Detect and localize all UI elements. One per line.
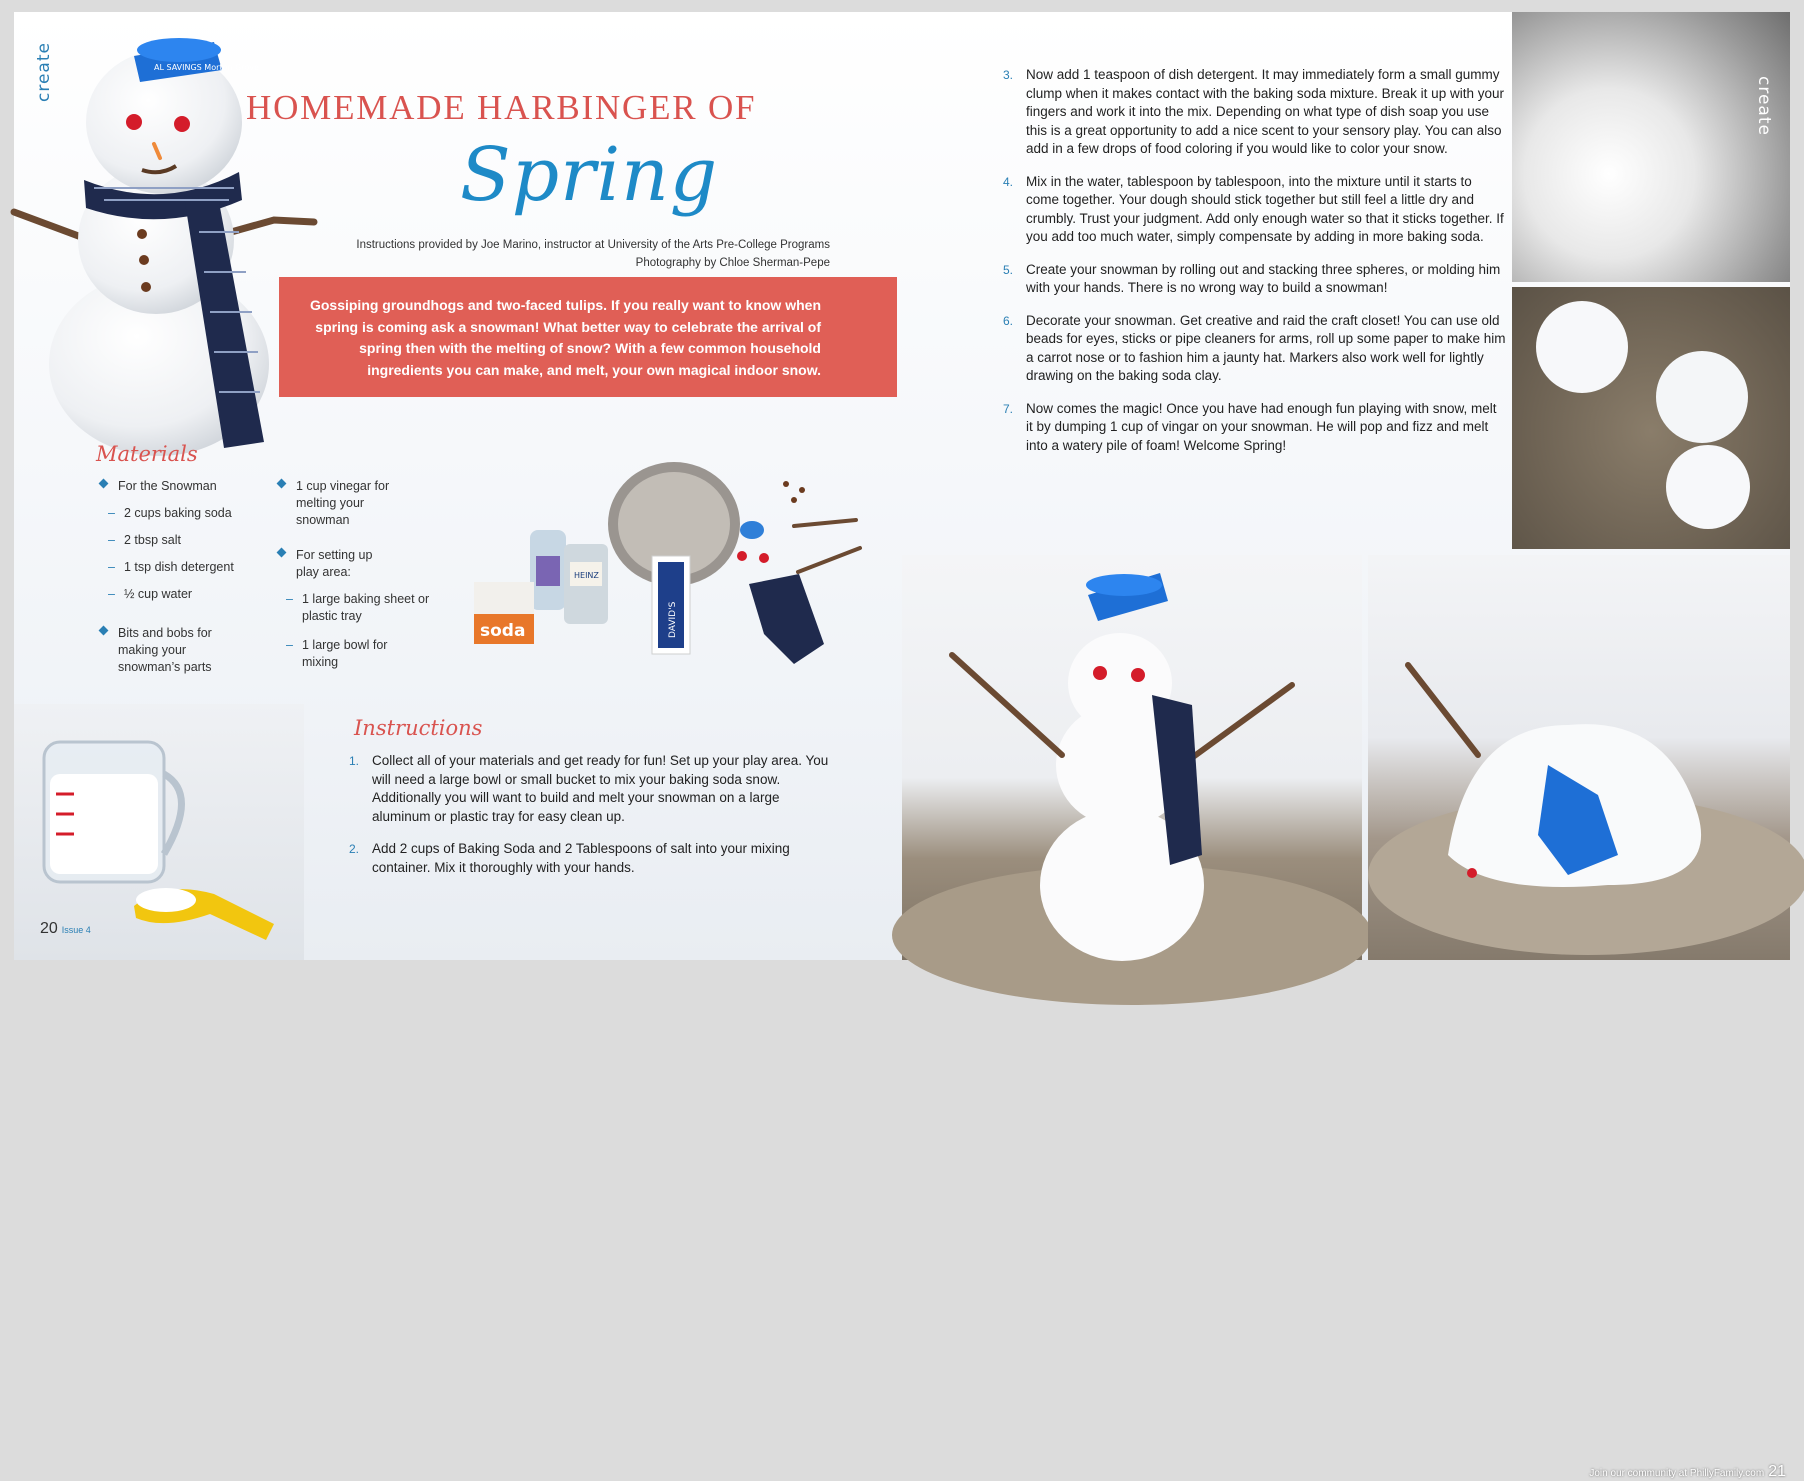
right-page xyxy=(902,12,1790,1480)
community-tagline: Join our community at PhillyFamily.com xyxy=(1589,1468,1765,1479)
diamond-bullet-icon xyxy=(99,479,109,489)
page-number: 21 xyxy=(1768,1463,1786,1480)
page-number: 20 xyxy=(40,920,58,937)
photography-credit: Photography by Chloe Sherman-Pepe xyxy=(635,257,830,269)
section-tab-create: create xyxy=(1754,76,1774,136)
magazine-spread xyxy=(14,12,1790,1480)
dash-icon: – xyxy=(108,533,115,547)
diamond-bullet-icon xyxy=(277,479,287,489)
dash-icon: – xyxy=(108,506,115,520)
instruction-step: 5. Create your snowman by rolling out and stacking three spheres, or molding him with your hands. There is no wrong way to build a snowman! xyxy=(1003,261,1501,295)
step-number: 7. xyxy=(1003,401,1014,416)
instructions-heading: Instructions xyxy=(354,716,483,740)
material-item: For the Snowman xyxy=(118,478,268,495)
material-subitem: – 1 large bowl for mixing xyxy=(286,638,388,669)
material-item: For setting up play area: xyxy=(296,547,391,581)
salt-box-label: DAVID'S xyxy=(668,601,678,638)
snowballs-illustration xyxy=(1512,287,1790,549)
section-tab-create: create xyxy=(34,42,54,102)
diamond-bullet-icon xyxy=(277,548,287,558)
material-subitem: – ½ cup water xyxy=(108,587,193,601)
melting-snowman-illustration xyxy=(902,555,1362,960)
diamond-bullet-icon xyxy=(99,626,109,636)
dash-icon: – xyxy=(286,592,293,606)
mixing-bowl-photo xyxy=(1512,12,1790,282)
melted-snowman-illustration xyxy=(1368,555,1790,960)
instruction-steps-left xyxy=(349,752,832,877)
instruction-steps-right xyxy=(1003,66,1506,455)
dash-icon: – xyxy=(108,587,115,601)
materials-list-2 xyxy=(286,478,446,671)
melted-snowman-photo xyxy=(1368,555,1790,1480)
materials-photo xyxy=(464,464,884,684)
instruction-step: 3. Now add 1 teaspoon of dish detergent. It may immediately form a small gummy clump when it makes contact with the baking soda mixture. Break it up with your fingers and work it into the mix. Depending on what type of dish soap you use this is a great opportunity to add a nice scent to your sensory play. You can also add in a few drops of food coloring if you would like to color your snow. xyxy=(1003,67,1504,156)
material-subitem: – 1 large baking sheet or plastic tray xyxy=(286,592,430,623)
instruction-step: 4. Mix in the water, tablespoon by tablespoon, into the mixture until it starts to come together. Your dough should stick together but still feel a little dry and crumbly. Trust your judgment. Add only enough water so that it sticks together. If you add too much water, simply compensate by adding in more baking soda. xyxy=(1003,173,1504,244)
soda-box-label: soda xyxy=(480,621,526,641)
intro-text: Gossiping groundhogs and two-faced tulips. If you really want to know when spring is coming ask a snowman! What better way to celebrate the arrival of spring then with the melting of snow? With a few common household ingredients you can make, and melt, your own magical indoor snow. xyxy=(309,297,821,378)
article-title-script: Spring xyxy=(460,132,719,218)
step-number: 5. xyxy=(1003,262,1014,277)
instruction-step: 7. Now comes the magic! Once you have had enough fun playing with snow, melt it by dumping 1 cup of vingar on your snowman. He will pop and fizz and melt into a watery pile of foam! Welcome Spring! xyxy=(1003,400,1497,453)
instruction-step: 1. Collect all of your materials and get ready for fun! Set up your play area. You will need a large bowl or small bucket to mix your baking soda snow. Additionally you will want to build and melt your snowman on a large aluminum or plastic tray for easy clean up. xyxy=(349,753,829,824)
material-subitem: – 2 cups baking soda xyxy=(108,506,232,520)
step-number: 2. xyxy=(349,842,360,856)
snowballs-photo xyxy=(1512,287,1790,549)
materials-heading: Materials xyxy=(96,442,198,466)
instructions-credit: Instructions provided by Joe Marino, instructor at University of the Arts Pre-College Programs xyxy=(356,239,830,251)
materials-list-1 xyxy=(108,478,268,676)
melting-snowman-photo xyxy=(902,555,1362,960)
material-subitem: – 1 tsp dish detergent xyxy=(108,560,234,574)
left-page xyxy=(14,12,902,960)
step-number: 6. xyxy=(1003,313,1014,328)
vinegar-label: HEINZ xyxy=(574,571,599,580)
step-number: 1. xyxy=(349,754,360,768)
dash-icon: – xyxy=(108,560,115,574)
material-item: 1 cup vinegar for melting your snowman xyxy=(296,478,391,529)
hat-label: AL SAVINGS Morton Grove xyxy=(154,63,259,72)
material-subitem: – 2 tbsp salt xyxy=(108,533,181,547)
page-folio-left xyxy=(40,920,91,938)
intro-callout xyxy=(279,277,897,397)
step-number: 4. xyxy=(1003,174,1014,189)
step-number: 3. xyxy=(1003,68,1014,82)
article-title: HOMEMADE HARBINGER OF xyxy=(246,88,757,127)
instruction-step: 6. Decorate your snowman. Get creative and raid the craft closet! You can use old beads for eyes, sticks or pipe cleaners for arms, roll up some paper to make him a carrot nose or to fashion him a jaunty hat. Markers also work well for lightly drawing on the baking soda clay. xyxy=(1003,312,1506,383)
issue-label: Issue 4 xyxy=(61,925,91,935)
dash-icon: – xyxy=(286,638,293,652)
page-folio-right xyxy=(1589,1463,1786,1481)
material-item: Bits and bobs for making your snowman’s parts xyxy=(118,625,238,676)
instruction-step: 2. Add 2 cups of Baking Soda and 2 Tablespoons of salt into your mixing container. Mix it thoroughly with your hands. xyxy=(349,841,790,875)
